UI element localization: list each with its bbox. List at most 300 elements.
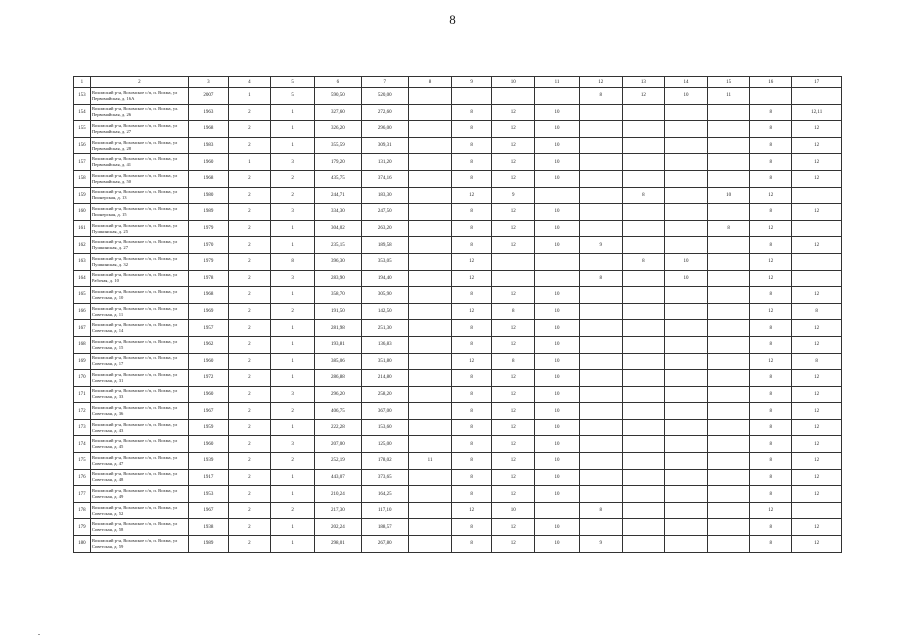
row-number: 166	[74, 303, 91, 320]
table-cell	[408, 370, 451, 387]
table-cell	[408, 502, 451, 519]
table-cell: 2	[228, 104, 270, 121]
row-number: 159	[74, 187, 91, 204]
table-row	[74, 187, 842, 204]
table-cell	[579, 187, 622, 204]
row-number: 154	[74, 104, 91, 121]
table-cell: 2	[228, 502, 270, 519]
table-cell	[664, 320, 707, 337]
table-cell: 8	[452, 121, 492, 138]
table-cell: 8	[792, 303, 842, 320]
table-cell: 8	[452, 536, 492, 553]
row-number: 158	[74, 170, 91, 187]
table-cell: 8	[750, 370, 792, 387]
table-row	[74, 204, 842, 221]
table-cell	[408, 253, 451, 270]
table-cell: 12	[750, 270, 792, 287]
table-cell: 8	[452, 419, 492, 436]
table-cell: 12	[492, 469, 535, 486]
table-cell: 8	[452, 154, 492, 171]
table-cell: 1	[270, 469, 314, 486]
table-cell	[408, 237, 451, 254]
table-cell: 1938	[188, 519, 228, 536]
row-number: 163	[74, 253, 91, 270]
table-cell	[408, 386, 451, 403]
row-number: 157	[74, 154, 91, 171]
table-cell: 12	[492, 137, 535, 154]
table-cell: 10	[535, 287, 579, 304]
row-number: 162	[74, 237, 91, 254]
table-cell: 10	[535, 519, 579, 536]
table-cell	[664, 469, 707, 486]
table-cell: 12	[792, 287, 842, 304]
table-cell: 142,50	[361, 303, 408, 320]
table-cell: 1	[270, 370, 314, 387]
address-cell: Вохомский р-н, Вохомское с/п, п. Вохма, ул Пушкинская, д. 25	[90, 220, 188, 237]
table-cell	[622, 154, 664, 171]
table-cell: 309,31	[361, 137, 408, 154]
table-cell: 10	[535, 237, 579, 254]
table-cell: 10	[535, 370, 579, 387]
table-cell	[792, 502, 842, 519]
table-cell: 3	[270, 270, 314, 287]
table-cell: 8	[750, 204, 792, 221]
row-number: 174	[74, 436, 91, 453]
table-cell	[579, 370, 622, 387]
table-cell: 1	[270, 486, 314, 503]
table-cell: 179,20	[315, 154, 361, 171]
table-cell: 193,81	[315, 336, 361, 353]
table-cell	[408, 187, 451, 204]
table-cell: 10	[535, 104, 579, 121]
table-cell: 8	[750, 519, 792, 536]
table-cell	[664, 220, 707, 237]
row-number: 176	[74, 469, 91, 486]
table-cell	[579, 104, 622, 121]
table-cell: 2007	[188, 88, 228, 105]
table-cell	[664, 353, 707, 370]
table-cell	[579, 486, 622, 503]
table-cell: 8	[750, 469, 792, 486]
table-cell: 1917	[188, 469, 228, 486]
table-cell: 327,60	[315, 104, 361, 121]
address-cell: Вохомский р-н, Вохомское с/п, п. Вохма, ул Советская, д. 15	[90, 336, 188, 353]
table-cell: 406,75	[315, 403, 361, 420]
table-cell	[664, 303, 707, 320]
table-cell: 12	[492, 486, 535, 503]
table-cell: 1979	[188, 253, 228, 270]
table-cell: 12	[492, 170, 535, 187]
table-cell	[708, 320, 750, 337]
row-number: 172	[74, 403, 91, 420]
table-cell	[622, 436, 664, 453]
column-header: 11	[535, 77, 579, 88]
table-row	[74, 453, 842, 470]
table-row	[74, 170, 842, 187]
table-cell: 12	[492, 220, 535, 237]
table-cell: 8	[452, 403, 492, 420]
table-cell: 188,57	[361, 519, 408, 536]
table-row	[74, 287, 842, 304]
table-cell	[622, 287, 664, 304]
table-cell: 12	[492, 419, 535, 436]
table-cell	[792, 88, 842, 105]
table-cell: 12	[452, 353, 492, 370]
table-cell: 8	[750, 121, 792, 138]
table-cell: 2	[228, 253, 270, 270]
table-cell	[622, 220, 664, 237]
table-cell: 1968	[188, 121, 228, 138]
table-cell: 2	[270, 453, 314, 470]
table-cell: 12	[492, 320, 535, 337]
table-cell: 8	[452, 204, 492, 221]
table-cell: 258,20	[361, 386, 408, 403]
table-cell: 8	[452, 436, 492, 453]
table-cell: 435,75	[315, 170, 361, 187]
table-cell: 8	[452, 370, 492, 387]
table-cell: 12	[452, 303, 492, 320]
table-row	[74, 220, 842, 237]
table-cell: 8	[750, 287, 792, 304]
table-cell: 267,80	[361, 536, 408, 553]
table-cell: 12	[750, 220, 792, 237]
table-cell	[579, 353, 622, 370]
row-number: 177	[74, 486, 91, 503]
address-cell: Вохомский р-н, Вохомское с/п, п. Вохма, ул Первомайская, д. 41	[90, 154, 188, 171]
table-cell: 2	[228, 336, 270, 353]
table-cell: 8	[750, 154, 792, 171]
table-cell	[579, 453, 622, 470]
table-cell	[622, 536, 664, 553]
table-cell: 8	[750, 104, 792, 121]
column-header: 12	[579, 77, 622, 88]
table-row	[74, 237, 842, 254]
table-cell: 355,59	[315, 137, 361, 154]
table-cell: 12	[792, 336, 842, 353]
table-cell: 2	[228, 469, 270, 486]
table-cell: 12	[492, 403, 535, 420]
table-cell: 590,50	[315, 88, 361, 105]
table-cell: 12	[492, 204, 535, 221]
row-number: 161	[74, 220, 91, 237]
scan-speck	[38, 634, 40, 635]
table-cell	[792, 187, 842, 204]
table-cell: 12	[492, 519, 535, 536]
table-cell: 8	[492, 353, 535, 370]
table-cell: 11	[708, 88, 750, 105]
table-cell: 2	[228, 353, 270, 370]
table-cell: 214,80	[361, 370, 408, 387]
table-cell: 10	[708, 187, 750, 204]
table-cell	[408, 436, 451, 453]
table-cell: 12	[492, 536, 535, 553]
table-cell: 12	[792, 320, 842, 337]
table-cell: 2	[228, 303, 270, 320]
table-cell: 1	[270, 519, 314, 536]
table-cell	[408, 403, 451, 420]
table-cell: 2	[228, 204, 270, 221]
table-cell: 12	[792, 170, 842, 187]
table-cell: 8	[452, 320, 492, 337]
table-cell: 10	[535, 486, 579, 503]
table-cell	[579, 303, 622, 320]
table-row	[74, 154, 842, 171]
table-cell: 351,80	[361, 353, 408, 370]
table-row	[74, 403, 842, 420]
table-cell	[664, 287, 707, 304]
table-cell: 1953	[188, 486, 228, 503]
table-row	[74, 121, 842, 138]
table-cell	[708, 486, 750, 503]
table-cell: 2	[228, 187, 270, 204]
table-cell	[579, 204, 622, 221]
table-cell	[535, 502, 579, 519]
table-cell: 117,10	[361, 502, 408, 519]
table-cell: 2	[228, 287, 270, 304]
table-cell	[664, 519, 707, 536]
table-cell	[408, 104, 451, 121]
column-header: 5	[270, 77, 314, 88]
table-cell: 10	[535, 403, 579, 420]
table-cell	[579, 287, 622, 304]
table-cell: 1	[270, 536, 314, 553]
table-cell: 12	[492, 436, 535, 453]
table-cell: 12	[792, 486, 842, 503]
address-cell: Вохомский р-н, Вохомское с/п, п. Вохма, ул Советская, д. 33	[90, 386, 188, 403]
column-header: 14	[664, 77, 707, 88]
table-cell	[664, 154, 707, 171]
table-cell: 326,20	[315, 121, 361, 138]
table-cell: 2	[270, 187, 314, 204]
table-cell: 2	[228, 370, 270, 387]
address-cell: Вохомский р-н, Вохомское с/п, п. Вохма, ул Пионерская, д. 15	[90, 204, 188, 221]
row-number: 164	[74, 270, 91, 287]
column-header: 8	[408, 77, 451, 88]
column-header: 9	[452, 77, 492, 88]
table-cell	[708, 237, 750, 254]
column-header: 13	[622, 77, 664, 88]
table-cell: 1989	[188, 536, 228, 553]
table-cell: 12	[492, 237, 535, 254]
table-cell	[535, 253, 579, 270]
table-row	[74, 353, 842, 370]
table-cell	[622, 204, 664, 221]
table-cell: 9	[492, 187, 535, 204]
table-cell	[622, 104, 664, 121]
table-cell	[708, 536, 750, 553]
table-cell: 1939	[188, 453, 228, 470]
column-header: 6	[315, 77, 361, 88]
column-header: 3	[188, 77, 228, 88]
table-cell	[408, 353, 451, 370]
table-cell: 1989	[188, 204, 228, 221]
table-cell	[622, 170, 664, 187]
table-cell: 10	[492, 502, 535, 519]
table-cell	[408, 88, 451, 105]
table-cell: 374,16	[361, 170, 408, 187]
table-cell: 12	[492, 453, 535, 470]
address-cell: Вохомский р-н, Вохомское с/п, п. Вохма, ул Советская, д. 45	[90, 436, 188, 453]
table-cell	[664, 170, 707, 187]
table-cell: 1963	[188, 104, 228, 121]
table-row	[74, 320, 842, 337]
table-row	[74, 536, 842, 553]
row-number: 173	[74, 419, 91, 436]
table-cell	[708, 353, 750, 370]
table-cell: 10	[535, 453, 579, 470]
table-cell: 10	[664, 88, 707, 105]
table-cell: 131,20	[361, 154, 408, 171]
table-cell: 8	[452, 336, 492, 353]
address-cell: Вохомский р-н, Вохомское с/п, п. Вохма, ул Советская, д. 59	[90, 536, 188, 553]
table-cell	[664, 386, 707, 403]
table-cell	[579, 154, 622, 171]
table-cell: 8	[750, 403, 792, 420]
table-cell	[664, 419, 707, 436]
table-cell: 8	[452, 220, 492, 237]
table-cell	[622, 519, 664, 536]
table-cell	[408, 519, 451, 536]
table-cell: 10	[535, 419, 579, 436]
table-cell	[408, 220, 451, 237]
table-cell: 1960	[188, 353, 228, 370]
table-cell	[664, 137, 707, 154]
table-cell	[664, 336, 707, 353]
table-cell: 207,00	[315, 436, 361, 453]
table-cell	[708, 170, 750, 187]
table-cell: 8	[452, 486, 492, 503]
table-cell: 8	[579, 88, 622, 105]
table-cell: 10	[535, 536, 579, 553]
table-cell	[408, 170, 451, 187]
table-cell: 281,98	[315, 320, 361, 337]
table-cell: 8	[750, 386, 792, 403]
table-cell	[579, 320, 622, 337]
table-row	[74, 502, 842, 519]
row-number: 180	[74, 536, 91, 553]
table-cell	[408, 204, 451, 221]
table-row	[74, 270, 842, 287]
column-header: 16	[750, 77, 792, 88]
table-cell: 12	[792, 419, 842, 436]
table-cell: 8	[452, 104, 492, 121]
table-cell	[452, 88, 492, 105]
row-number: 160	[74, 204, 91, 221]
table-cell: 12	[750, 502, 792, 519]
row-number: 155	[74, 121, 91, 138]
row-number: 168	[74, 336, 91, 353]
table-cell: 2	[270, 170, 314, 187]
table-cell: 178,02	[361, 453, 408, 470]
table-cell	[622, 270, 664, 287]
table-cell	[579, 253, 622, 270]
table-cell: 183,30	[361, 187, 408, 204]
table-cell: 2	[228, 121, 270, 138]
table-cell	[622, 370, 664, 387]
table-cell: 251,30	[361, 320, 408, 337]
table-cell	[708, 336, 750, 353]
table-cell: 12	[792, 469, 842, 486]
table-cell: 1	[270, 220, 314, 237]
table-cell: 235,15	[315, 237, 361, 254]
table-cell: 12,11	[792, 104, 842, 121]
table-cell	[622, 486, 664, 503]
row-number: 153	[74, 88, 91, 105]
table-cell: 194,40	[361, 270, 408, 287]
table-cell: 12	[792, 519, 842, 536]
table-cell	[622, 502, 664, 519]
row-number: 165	[74, 287, 91, 304]
table-cell: 210,24	[315, 486, 361, 503]
table-cell: 10	[535, 353, 579, 370]
table-cell: 1967	[188, 502, 228, 519]
table-cell	[408, 486, 451, 503]
table-cell: 12	[792, 204, 842, 221]
table-cell: 10	[535, 137, 579, 154]
table-row	[74, 88, 842, 105]
address-cell: Вохомский р-н, Вохомское с/п, п. Вохма, ул Советская, д. 47	[90, 453, 188, 470]
table-cell: 12	[792, 536, 842, 553]
table-cell	[708, 121, 750, 138]
address-cell: Вохомский р-н, Вохомское с/п, п. Вохма, ул Советская, д. 58	[90, 519, 188, 536]
table-cell: 8	[792, 353, 842, 370]
table-row	[74, 469, 842, 486]
table-cell: 8	[750, 436, 792, 453]
table-cell: 2	[228, 386, 270, 403]
table-cell: 8	[452, 237, 492, 254]
table-cell: 8	[622, 187, 664, 204]
table-cell: 520,00	[361, 88, 408, 105]
table-cell: 2	[228, 220, 270, 237]
table-cell: 8	[452, 287, 492, 304]
table-cell	[408, 320, 451, 337]
table-cell: 1959	[188, 419, 228, 436]
table-cell: 1	[270, 353, 314, 370]
table-row	[74, 104, 842, 121]
table-cell: 1	[228, 154, 270, 171]
row-number: 169	[74, 353, 91, 370]
table-cell	[708, 453, 750, 470]
table-cell: 296,20	[315, 386, 361, 403]
table-cell	[579, 137, 622, 154]
table-cell: 189,58	[361, 237, 408, 254]
table-cell	[579, 220, 622, 237]
table-cell: 1967	[188, 403, 228, 420]
table-cell	[792, 253, 842, 270]
table-cell	[664, 403, 707, 420]
table-row	[74, 386, 842, 403]
table-cell: 10	[664, 253, 707, 270]
table-cell: 164,25	[361, 486, 408, 503]
table-cell: 12	[792, 403, 842, 420]
table-cell: 10	[535, 204, 579, 221]
table-cell: 1969	[188, 303, 228, 320]
table-cell: 12	[750, 353, 792, 370]
table-cell: 2	[228, 137, 270, 154]
table-cell: 2	[228, 419, 270, 436]
table-row	[74, 303, 842, 320]
table-cell	[708, 204, 750, 221]
column-header: 1	[74, 77, 91, 88]
table-cell: 1980	[188, 187, 228, 204]
address-cell: Вохомский р-н, Вохомское с/п, п. Вохма, ул Первомайская, д. 27	[90, 121, 188, 138]
address-cell: Вохомский р-н, Вохомское с/п, п. Вохма, ул Советская, д. 17	[90, 353, 188, 370]
table-cell: 1983	[188, 137, 228, 154]
table-cell: 12	[492, 287, 535, 304]
column-header: 17	[792, 77, 842, 88]
row-number: 178	[74, 502, 91, 519]
row-number: 175	[74, 453, 91, 470]
